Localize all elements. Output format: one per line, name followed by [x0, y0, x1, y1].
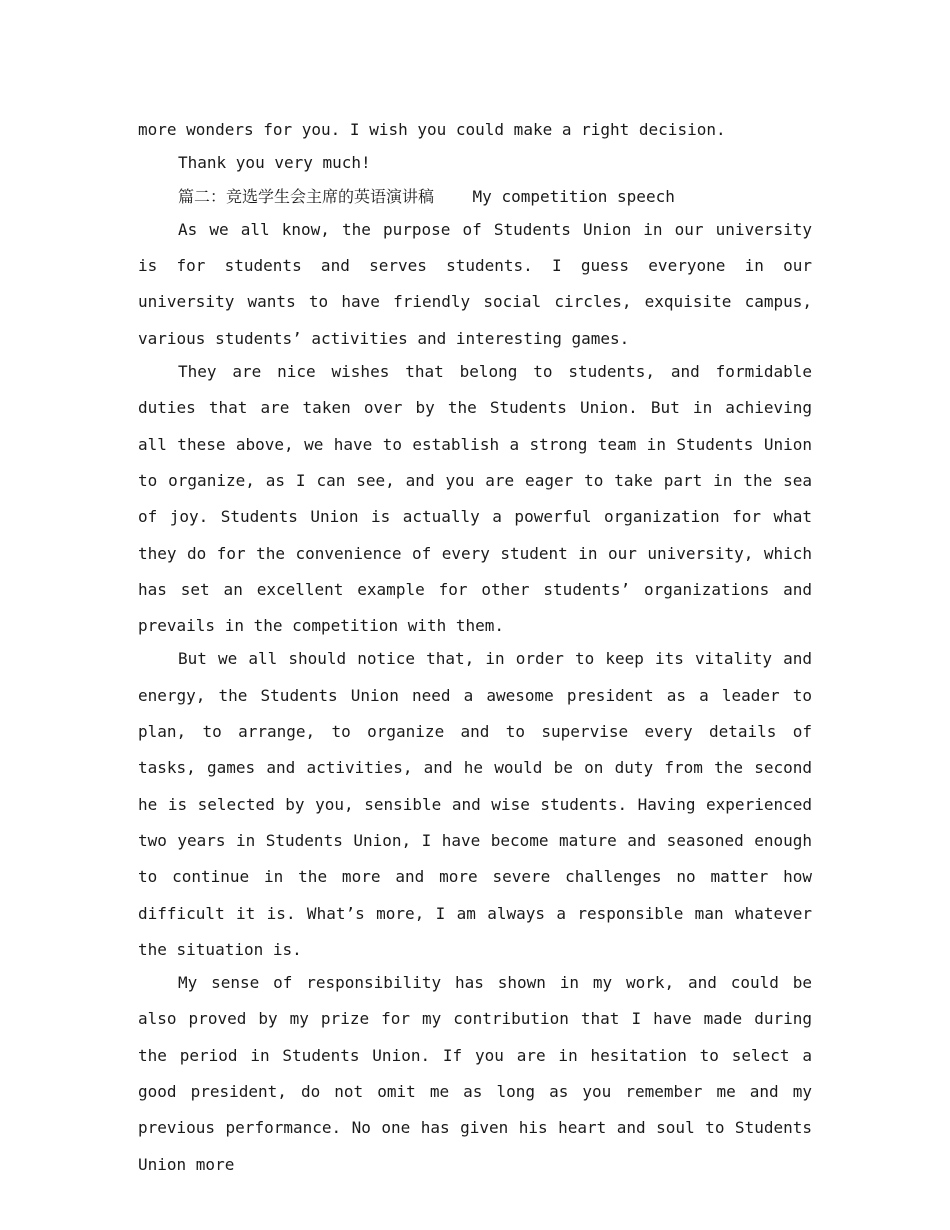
paragraph: But we all should notice that, in order to keep its vitality and energy, the Students Union need a awesome president as a leader to plan, to arrange, to organize and to supervise every details of tasks, games and activities, and he would be on duty from the second he is selected by you, sensible and wise students. Having experienced two years in Students Union, I have become mature and seasoned enough to continue in the more and more severe challenges no matter how difficult it is. What’s more, I am always a responsible man whatever the situation is.: [138, 649, 812, 959]
document-body: [138, 112, 812, 1183]
section-heading-chinese: 篇二：竞选学生会主席的英语演讲稿: [178, 186, 435, 206]
paragraph: They are nice wishes that belong to students, and formidable duties that are taken over by the Students Union. But in achieving all these above, we have to establish a strong team in Students Union to organize, as I can see, and you are eager to take part in the sea of joy. Students Union is actually a powerful organization for what they do for the convenience of every student in our university, which has set an excellent example for other students’ organizations and prevails in the competition with them.: [138, 362, 812, 636]
section-heading: [138, 179, 812, 215]
section-heading-english: My competition speech: [472, 186, 675, 206]
paragraph-thanks: Thank you very much!: [178, 153, 371, 173]
paragraph: My sense of responsibility has shown in my work, and could be also proved by my prize for my contribution that I have made during the period in Students Union. If you are in hesitation to select a good president, do not omit me as long as you remember me and my previous performance. No one has given his heart and soul to Students Union more: [138, 973, 812, 1174]
paragraph: As we all know, the purpose of Students Union in our university is for students and serves students. I guess everyone in our university wants to have friendly social circles, exquisite campus, various students’ activities and interesting games.: [138, 219, 812, 348]
paragraph-continuation: more wonders for you. I wish you could make a right decision.: [138, 120, 726, 139]
